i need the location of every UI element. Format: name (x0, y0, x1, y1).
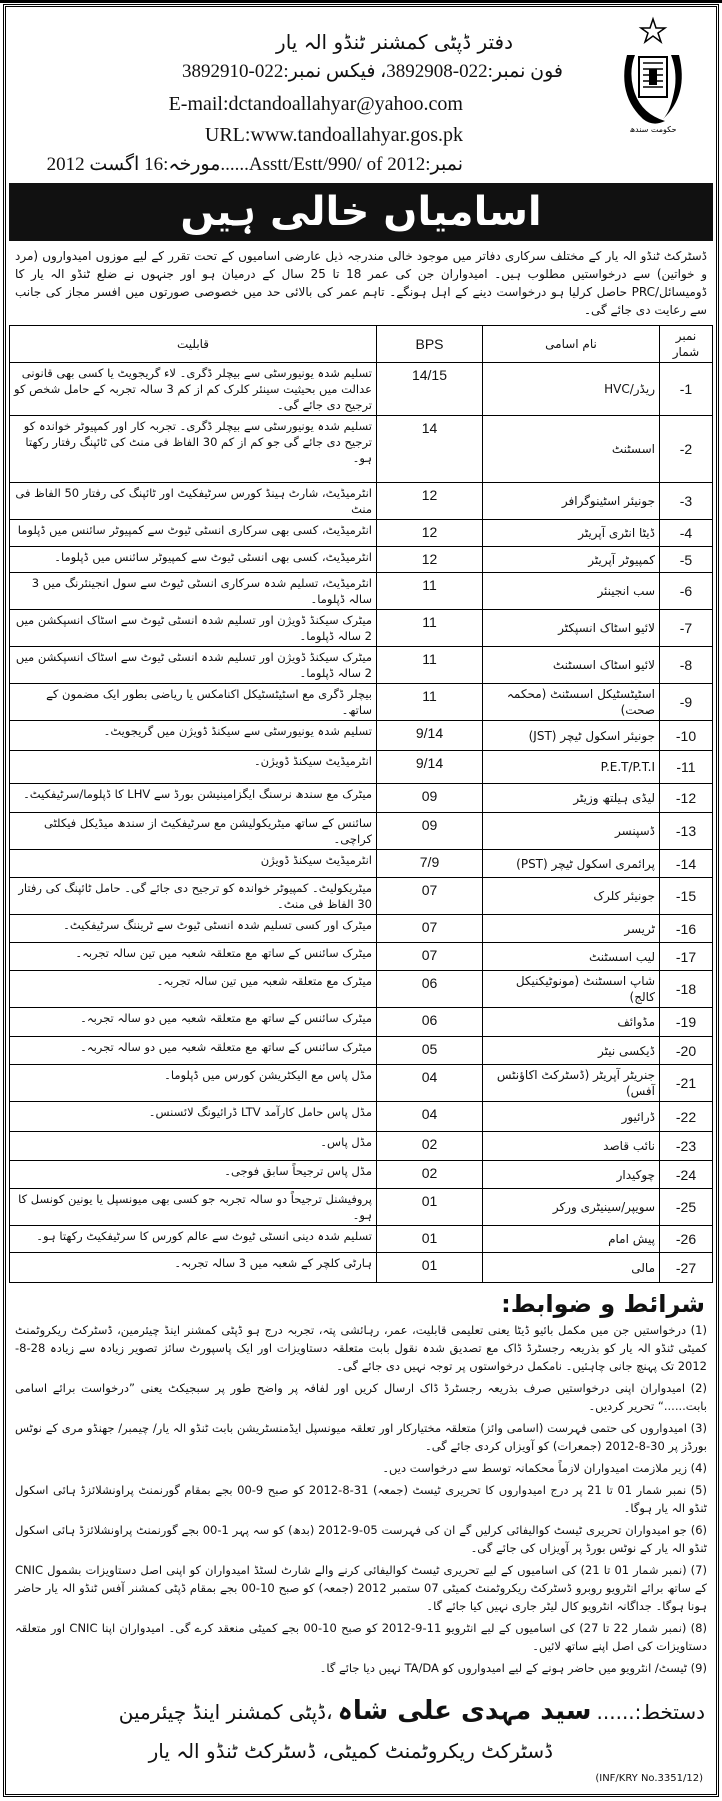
bps-scale: 12 (377, 520, 483, 547)
table-row (10, 1189, 713, 1226)
post-name: مالی (483, 1253, 660, 1283)
table-row (10, 915, 713, 943)
term-item: (9) ٹیسٹ/ انٹرویو میں حاضر ہونے کے لیے امیدواروں کو TA/DA نہیں دیا جائے گا۔ (319, 1661, 707, 1675)
website-url: URL:www.tandoallahyar.gos.pk (204, 124, 463, 146)
table-row (10, 1008, 713, 1037)
term-item: (7) (نمبر شمار 01 تا 21) کی اسامیوں کے لیے تحریری ٹیسٹ کوالیفائی کرنے والے شارٹ لسٹڈ امیدواران کو اپنی اصل دستاویزات بشمول CNIC کے ساتھ برائے انٹرویو روبرو ڈسٹرکٹ ریکروٹمنٹ کمیٹی 07 ستمبر 2012 (جمعہ) کو صبح 10-00 بجے بمقام ڈپٹی کمشنر آفس ٹنڈو الہ یار حاضر ہونا ہوگا۔ جداگانہ انٹرویو کال لیٹر جاری نہیں کیا جائے گا۔ (15, 1563, 707, 1613)
serial-number: -1 (660, 363, 713, 416)
serial-number: -14 (660, 850, 713, 878)
vacancies-banner: اسامیاں خالی ہیں (9, 183, 713, 241)
bps-scale: 01 (377, 1253, 483, 1283)
bps-scale: 06 (377, 971, 483, 1008)
email: E-mail:dctandoallahyar@yahoo.com (168, 93, 463, 115)
qualification: بیچلر ڈگری مع اسٹیٹسٹیکل اکنامکس یا ریاضی بطور ایک مضمون کے ساتھ۔ (10, 684, 377, 721)
qualification: مڈل پاس۔ (10, 1132, 377, 1161)
advert-frame (3, 4, 719, 1797)
government-seal-logo (613, 15, 693, 135)
serial-number: -10 (660, 721, 713, 751)
serial-number: -26 (660, 1226, 713, 1253)
qualification: انٹرمیڈیٹ، کسی بھی سرکاری انسٹی ٹیوٹ سے کمپیوٹر سائنس میں ڈپلوما (10, 520, 377, 547)
bps-scale: 14 (377, 416, 483, 483)
table-row (10, 573, 713, 610)
post-name: ڈرائیور (483, 1102, 660, 1132)
bps-scale: 02 (377, 1161, 483, 1189)
post-name: ڈسپنسر (483, 813, 660, 850)
term-item: (4) زیر ملازمت امیدواران لازماً محکمانہ توسط سے درخواست دیں۔ (382, 1461, 707, 1475)
top-rule (0, 0, 722, 3)
table-row (10, 1253, 713, 1283)
table-row (10, 850, 713, 878)
signatory-name: سید مہدی علی شاہ (337, 1696, 592, 1726)
table-row (10, 813, 713, 850)
serial-number: -13 (660, 813, 713, 850)
office-title: دفتر ڈپٹی کمشنر ٹنڈو الہ یار (276, 30, 513, 54)
qualification: میٹرک سائنس کے ساتھ مع متعلقہ شعبہ میں تین سالہ تجربہ۔ (10, 943, 377, 971)
signatory-title: ،ڈپٹی کمشنر اینڈ چیئرمین (118, 1700, 333, 1724)
signature-label: دستخط:...... (596, 1700, 705, 1724)
serial-number: -18 (660, 971, 713, 1008)
serial-number: -11 (660, 751, 713, 784)
bps-scale: 02 (377, 1132, 483, 1161)
signature-block (17, 1693, 705, 1732)
post-name: P.E.T/P.T.I (483, 751, 660, 784)
table-row (10, 483, 713, 520)
serial-number: -19 (660, 1008, 713, 1037)
term-item: (6) جو امیدواران تحریری ٹیسٹ کوالیفائی کرلیں گے ان کی فہرست 05-9-2012 (بدھ) کو سہ پہر 1-00 بجے گورنمنٹ پراونشلائزڈ ہائی اسکول ٹنڈو الہ یار کے نوٹس بورڈ پر آویزاں کی جائے گی۔ (15, 1523, 708, 1555)
term-item: (3) امیدواروں کی حتمی فہرست (اسامی وائز) متعلقہ مختیارکار اور تعلقہ میونسپل ایڈمنسٹریشن بابت ٹنڈو الہ یار/ چیمبر/ جھنڈو مری کے نوٹس بورڈز پر 30-8-2012 (جمعرات) کو آویزاں کردی جائے گی۔ (15, 1421, 707, 1453)
bps-scale: 14/15 (377, 363, 483, 416)
table-row (10, 878, 713, 915)
serial-number: -25 (660, 1189, 713, 1226)
terms-list (15, 1321, 707, 1681)
serial-number: -9 (660, 684, 713, 721)
qualification: پروفیشنل ترجیحاً دو سالہ تجربہ جو کسی بھی میونسپل یا یونین کونسل کا ہو۔ (10, 1189, 377, 1226)
qualification: انٹرمیڈیٹ، کسی بھی انسٹی ٹیوٹ سے کمپیوٹر سائنس میں ڈپلوما۔ (10, 547, 377, 573)
table-row (10, 751, 713, 784)
post-name: اسٹیٹسٹیکل اسسٹنٹ (محکمہ صحت) (483, 684, 660, 721)
post-name: نائب قاصد (483, 1132, 660, 1161)
post-name: لیب اسسٹنٹ (483, 943, 660, 971)
bps-scale: 11 (377, 610, 483, 647)
serial-number: -3 (660, 483, 713, 520)
qualification: انٹرمیڈیٹ سیکنڈ ڈویژن۔ (10, 751, 377, 784)
qualification: مڈل پاس مع الیکٹریشن کورس میں ڈپلوما۔ (10, 1065, 377, 1102)
header-qualification: قابلیت (10, 326, 377, 363)
qualification: مڈل پاس ترجیحاً سابق فوجی۔ (10, 1161, 377, 1189)
qualification: تسلیم شدہ یونیورسٹی سے بیچلر ڈگری۔ لاء گریجویٹ یا کسی بھی قانونی عدالت میں بحیثیت سینئر کلرک کم از کم 3 سالہ تجربہ کے حامل شخص کو ترجیح دی جائے گی۔ (10, 363, 377, 416)
header-bps: BPS (377, 326, 483, 363)
bps-scale: 09 (377, 784, 483, 813)
table-row (10, 1132, 713, 1161)
post-name: شاپ اسسٹنٹ (مونوٹیکنیکل کالج) (483, 971, 660, 1008)
bps-scale: 11 (377, 647, 483, 684)
bps-scale: 04 (377, 1102, 483, 1132)
post-name: پیش امام (483, 1226, 660, 1253)
post-name: سویپر/سینیٹری ورکر (483, 1189, 660, 1226)
qualification: انٹرمیڈیٹ، شارٹ ہینڈ کورس سرٹیفکیٹ اور ٹائپنگ کی رفتار 50 الفاظ فی منٹ (10, 483, 377, 520)
seal-text: حکومت سندھ (629, 125, 677, 134)
serial-number: -21 (660, 1065, 713, 1102)
post-name: مڈوائف (483, 1008, 660, 1037)
post-name: ڈیکسی نیٹر (483, 1037, 660, 1065)
post-name: کمپیوٹر آپریٹر (483, 547, 660, 573)
serial-number: -7 (660, 610, 713, 647)
bps-scale: 04 (377, 1065, 483, 1102)
qualification: انٹرمیڈیٹ، تسلیم شدہ سرکاری انسٹی ٹیوٹ سے سول انجینئرنگ میں 3 سالہ ڈپلوما۔ (10, 573, 377, 610)
bps-scale: 11 (377, 684, 483, 721)
bps-scale: 07 (377, 915, 483, 943)
table-row (10, 610, 713, 647)
header-serial: نمبر شمار (660, 326, 713, 363)
qualification: میٹریکولیٹ۔ کمپیوٹر خواندہ کو ترجیح دی جائے گی۔ حامل ٹائپنگ کی رفتار 30 الفاظ فی منٹ۔ (10, 878, 377, 915)
bps-scale: 07 (377, 878, 483, 915)
serial-number: -24 (660, 1161, 713, 1189)
serial-number: -5 (660, 547, 713, 573)
footer-reference: (INF/KRY No.3351/12) (595, 1773, 703, 1784)
table-row (10, 684, 713, 721)
bps-scale: 01 (377, 1226, 483, 1253)
qualification: ہارٹی کلچر کے شعبہ میں 3 سالہ تجربہ۔ (10, 1253, 377, 1283)
table-row (10, 1102, 713, 1132)
table-row (10, 1161, 713, 1189)
table-row (10, 1065, 713, 1102)
term-item: (5) نمبر شمار 01 تا 21 پر درج امیدواروں کا تحریری ٹیسٹ (جمعہ) 31-8-2012 کو صبح 9-00 بجے بمقام گورنمنٹ پراونشلائزڈ ہائی اسکول ٹنڈو الہ یار ہوگا۔ (15, 1483, 707, 1515)
serial-number: -23 (660, 1132, 713, 1161)
term-item: (2) امیدواران اپنی درخواستیں صرف بذریعہ رجسٹرڈ ڈاک ارسال کریں اور لفافہ پر واضح طور پر سبجیکٹ یعنی ”درخواست برائے اسامی بابت......“ تحریر کردیں۔ (15, 1381, 707, 1413)
table-row (10, 647, 713, 684)
post-name: جونیئر اسکول ٹیچر (JST) (483, 721, 660, 751)
post-name: جونیئر کلرک (483, 878, 660, 915)
serial-number: -12 (660, 784, 713, 813)
table-row (10, 1037, 713, 1065)
bps-scale: 05 (377, 1037, 483, 1065)
serial-number: -16 (660, 915, 713, 943)
qualification: میٹرک اور کسی تسلیم شدہ انسٹی ٹیوٹ سے ٹریننگ سرٹیفکیٹ۔ (10, 915, 377, 943)
table-row (10, 520, 713, 547)
serial-number: -6 (660, 573, 713, 610)
qualification: سائنس کے ساتھ میٹریکولیشن مع سرٹیفکیٹ از سندھ میڈیکل فیکلٹی کراچی۔ (10, 813, 377, 850)
serial-number: -4 (660, 520, 713, 547)
qualification: میٹرک سیکنڈ ڈویژن اور تسلیم شدہ انسٹی ٹیوٹ سے اسٹاک انسپکشن میں 2 سالہ ڈپلوما۔ (10, 610, 377, 647)
qualification: میٹرک سیکنڈ ڈویژن اور تسلیم شدہ انسٹی ٹیوٹ سے اسٹاک انسپکشن میں 2 سالہ ڈپلوما۔ (10, 647, 377, 684)
post-name: سب انجینئر (483, 573, 660, 610)
bps-scale: 12 (377, 547, 483, 573)
serial-number: -8 (660, 647, 713, 684)
table-row (10, 784, 713, 813)
bps-scale: 9/14 (377, 721, 483, 751)
bps-scale: 7/9 (377, 850, 483, 878)
qualification: مڈل پاس حامل کارآمد LTV ڈرائیونگ لائسنس۔ (10, 1102, 377, 1132)
reference-number: نمبر:Asstt/Estt/990/ of 2012......مورخہ:16 اگست 2012 (46, 154, 463, 175)
term-item: (8) (نمبر شمار 22 تا 27) کی اسامیوں کے لیے انٹرویو 11-9-2012 کو صبح 10-00 بجے کمیٹی منعقد کرے گی۔ امیدواران اپنا CNIC اور متعلقہ دستاویزات کی اصل اپنے ساتھ لائیں۔ (15, 1621, 707, 1653)
serial-number: -17 (660, 943, 713, 971)
qualification: میٹرک سائنس کے ساتھ مع متعلقہ شعبہ میں دو سالہ تجربہ۔ (10, 1037, 377, 1065)
qualification: میٹرک مع متعلقہ شعبہ میں تین سالہ تجربہ۔ (10, 971, 377, 1008)
serial-number: -20 (660, 1037, 713, 1065)
bps-scale: 06 (377, 1008, 483, 1037)
post-name: پرائمری اسکول ٹیچر (PST) (483, 850, 660, 878)
bps-scale: 09 (377, 813, 483, 850)
intro-paragraph: ڈسٹرکٹ ٹنڈو الہ یار کے مختلف سرکاری دفاتر میں موجود خالی مندرجہ ذیل عارضی اسامیوں کے تحت تقرر کے لیے موزوں امیدواروں (مرد و خواتین) سے درخواستیں مطلوب ہیں۔ امیدواران جن کی عمر 18 تا 25 سال کے درمیان ہو اور جنہوں نے ضلع ٹنڈو الہ یار کا ڈومیسائل/PRC حاصل کرلیا ہو درخواست دینے کے اہل ہونگے۔ تاہم عمر کی بالائی حد میں خصوصی صورتوں میں افسر مجاز کی جانب سے رعایت دی جائے گی۔ (15, 249, 708, 317)
serial-number: -27 (660, 1253, 713, 1283)
bps-scale: 07 (377, 943, 483, 971)
table-row (10, 547, 713, 573)
table-header-row (10, 326, 713, 363)
post-name: ٹریسر (483, 915, 660, 943)
bps-scale: 01 (377, 1189, 483, 1226)
table-row (10, 943, 713, 971)
vacancies-table (9, 325, 713, 1283)
qualification: تسلیم شدہ دینی انسٹی ٹیوٹ سے عالم کورس کا سرٹیفکیٹ رکھتا ہو۔ (10, 1226, 377, 1253)
post-name: جنریٹر آپریٹر (ڈسٹرکٹ اکاؤنٹس آفس) (483, 1065, 660, 1102)
table-row (10, 1226, 713, 1253)
bps-scale: 11 (377, 573, 483, 610)
qualification: میٹرک سائنس کے ساتھ مع متعلقہ شعبہ میں دو سالہ تجربہ۔ (10, 1008, 377, 1037)
table-row (10, 416, 713, 483)
post-name: ڈیٹا انٹری آپریٹر (483, 520, 660, 547)
post-name: اسسٹنٹ (483, 416, 660, 483)
phone-fax: فون نمبر:022-3892908، فیکس نمبر:022-3892910 (182, 61, 563, 82)
committee-name: ڈسٹرکٹ ریکروٹمنٹ کمیٹی، ڈسٹرکٹ ٹنڈو الہ یار (148, 1739, 553, 1763)
post-name: چوکیدار (483, 1161, 660, 1189)
post-name: لائیو اسٹاک اسسٹنٹ (483, 647, 660, 684)
serial-number: -2 (660, 416, 713, 483)
qualification: میٹرک مع سندھ نرسنگ ایگزامینیشن بورڈ سے LHV کا ڈپلوما/سرٹیفکیٹ۔ (10, 784, 377, 813)
post-name: ریڈر/HVC (483, 363, 660, 416)
serial-number: -15 (660, 878, 713, 915)
term-item: (1) درخواستیں جن میں مکمل بائیو ڈیٹا یعنی تعلیمی قابلیت، عمر، رہائشی پتہ، تجربہ درج ہو ڈپٹی کمشنر اینڈ چیئرمین، ڈسٹرکٹ ریکروٹمنٹ کمیٹی ٹنڈو الہ یار کو بذریعہ رجسٹرڈ ڈاک مع تصدیق شدہ نقول بابت متعلقہ دستاویزات اور ایک پاسپورٹ سائز تصویر زیادہ سے زیادہ 28-8-2012 تک پہنچ جانی چاہئیں۔ نامکمل درخواستوں پر توجہ نہیں دی جائے گی۔ (15, 1323, 707, 1373)
qualification: تسلیم شدہ یونیورسٹی سے سیکنڈ ڈویژن میں گریجویٹ۔ (10, 721, 377, 751)
letterhead (9, 11, 713, 179)
qualification: تسلیم شدہ یونیورسٹی سے بیچلر ڈگری۔ تجربہ کار اور کمپیوٹر خواندہ کو ترجیح دی جائے گی جو کم از کم 30 الفاظ فی منٹ کی ٹائپنگ رفتار رکھتا ہو۔ (10, 416, 377, 483)
post-name: لائیو اسٹاک انسپکٹر (483, 610, 660, 647)
table-row (10, 971, 713, 1008)
bps-scale: 12 (377, 483, 483, 520)
post-name: لیڈی ہیلتھ وزیٹر (483, 784, 660, 813)
table-row (10, 721, 713, 751)
header-post-name: نام اسامی (483, 326, 660, 363)
serial-number: -22 (660, 1102, 713, 1132)
terms-heading: شرائط و ضوابط: (501, 1290, 705, 1318)
qualification: انٹرمیڈیٹ سیکنڈ ڈویژن (10, 850, 377, 878)
table-row (10, 363, 713, 416)
bps-scale: 9/14 (377, 751, 483, 784)
post-name: جونیئر اسٹینوگرافر (483, 483, 660, 520)
